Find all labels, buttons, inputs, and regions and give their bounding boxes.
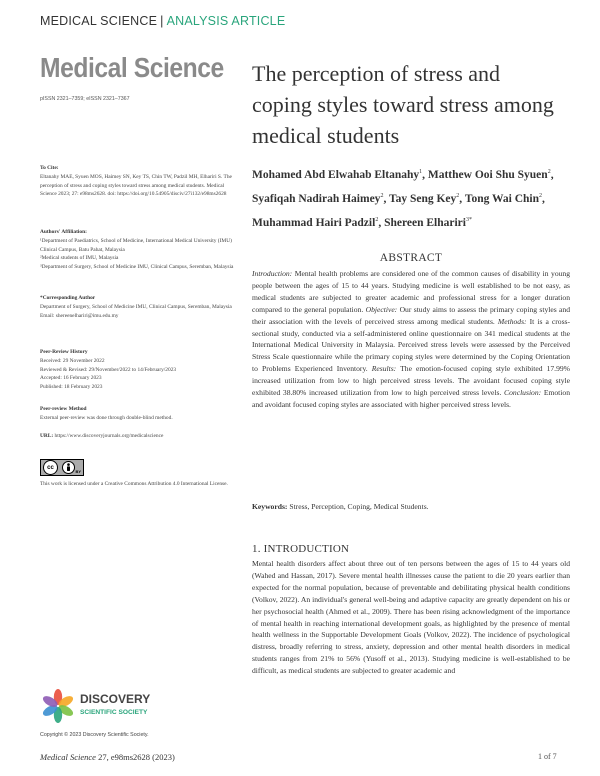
reviewed-date: Reviewed & Revised: 29/November/2022 to 14/February/2023 [40, 366, 177, 373]
by-label: BY [75, 469, 81, 474]
intro-text: Mental health problems are considered one of the common causes of disability in young people between the ages of 15 to 44 years. Studying medicine is well established to be not easy, as medical students are subjected to greater academic and professional stress for a longer duration compared to the general population. [252, 269, 571, 314]
logo-wordmark: DISCOVERY [80, 692, 151, 706]
section-label: MEDICAL SCIENCE [40, 14, 158, 28]
conclusion-text: Emotion and avoidant focused coping styles are associated with higher perceived stress levels. [252, 388, 570, 409]
author-list: Mohamed Abd Elwahab Eltanahy$^1$, Matthew Ooi Shu Syuen$^2$, Syafiqah Nadirah Haimey$^2$, Tay Seng Key$^2$, Tong Wai Chin$^2$, Muhammad Hairi Padzil$^2$, Shereen Elhariri$^{3*}$ [252, 168, 554, 229]
peer-method-text: External peer-review was done through double-blind method. [40, 414, 173, 421]
corresponding-address: Department of Surgery, School of Medicine IMU, Clinical Campus, Seremban, Malaysia [40, 303, 232, 310]
received-date: Received: 29 November 2022 [40, 357, 105, 364]
accepted-date: Accepted: 16 February 2023 [40, 375, 102, 382]
keywords-text: Stress, Perception, Coping, Medical Students. [289, 502, 429, 511]
history-heading: Peer-Review History [40, 349, 88, 355]
cc-icon: cc [43, 460, 58, 475]
corresponding-heading: *Corresponding Author [40, 295, 96, 301]
abstract-body [252, 268, 570, 411]
results-label: Results: [371, 364, 397, 374]
cite-heading: To Cite: [40, 165, 59, 171]
footer-volume: 27, e98ms2628 (2023) [98, 752, 175, 762]
page-number: 1 of 7 [538, 752, 557, 761]
license-text: This work is licensed under a Creative Commons Attribution 4.0 International License. [40, 481, 228, 487]
cc-license-badge[interactable] [40, 459, 84, 476]
cite-text: Eltanahy MAE, Syuen MOS, Haimey SN, Key TS, Chin TW, Padzil MH, Elhariri S. The perception of stress and coping styles toward stress among medical students. Medical Science 2023; 27: e98ms2628. doi: https://doi.org/10.54905/disciv/27i132/e98ms2628 [40, 173, 232, 198]
keywords-line [252, 502, 570, 511]
introduction-body: Mental health disorders affect about three out of ten persons between the ages of 15 to 44 years old (Wahed and Hassan, 2017). Severe mental health illnesses cause the patient to die 20 years earlier than expected for the normal population, because of preventable and debilitating physical health conditions (Volkov, 2022). An individual's general well-being and adaptive capacity are greatly dependent on his or her psychosocial health (Ahmed et al., 2009). There has been rising acknowledgment of the importance of mental health in reaching international development goals, as highlighted by the presence of mental health wellness in the Supportable Development Goals (Volkov, 2022). The incidence of psychological distress, broadly referring to stress, anxiety, depression and other mental health disorders in medical students ranges from 21% to 56% (Yusoff et al., 2013). Studying medicine is well-established to be difficult, as medical students are subjected to greater academic and [252, 559, 570, 676]
category-label: ANALYSIS ARTICLE [166, 14, 286, 28]
peer-review-history [40, 348, 235, 392]
peer-review-method [40, 405, 235, 423]
header-separator: | [160, 14, 164, 28]
copyright-notice: Copyright © 2023 Discovery Scientific Society. [40, 732, 149, 738]
affiliation-3: ³Department of Surgery, School of Medicine IMU, Clinical Campus, Seremban, Malaysia [40, 264, 234, 271]
section-header [40, 14, 285, 28]
corresponding-author-block [40, 294, 235, 320]
affiliation-heading: Authors' Affiliation: [40, 229, 87, 235]
footer-journal-name: Medical Science [40, 752, 96, 762]
intro-label: Introduction: [252, 269, 293, 278]
url-line [40, 432, 235, 441]
affiliation-block [40, 228, 235, 272]
article-title: The perception of stress and coping styles toward stress among medical students [252, 61, 554, 148]
objective-label: Objective: [365, 304, 398, 314]
footer-citation [40, 752, 175, 762]
methods-text: It is a cross-sectional study, conducted via a self-administered online questionnaire on 341 medical students at the International Medical University in Malaysia. Perceived stress levels were assessed by the Perceived Stress Scale questionnaire while the primary coping styles were determined by the Coping Orientation to Problems Experienced Inventory. [252, 316, 571, 374]
published-date: Published: 18 February 2023 [40, 384, 103, 391]
url-label: URL: [40, 433, 54, 439]
logo-subtitle: SCIENTIFIC SOCIETY [80, 709, 148, 716]
results-text: The emotion-focused coping style exhibited 17.99% increased utilization from low to high perceived stress levels. The avoidant focused coping style exhibited 38.80% increased utilization from low to high perceived stress levels. [252, 364, 571, 398]
journal-title: Medical Science [40, 52, 224, 83]
conclusion-label: Conclusion: [504, 388, 542, 398]
affiliation-2: ²Medical students of IMU, Malaysia [40, 255, 119, 262]
issn-line: pISSN 2321–7359; eISSN 2321–7367 [40, 96, 130, 102]
corresponding-email[interactable]: Email: shereenelhariri@imu.edu.my [40, 312, 119, 319]
introduction-heading: 1. INTRODUCTION [252, 543, 350, 555]
journal-url[interactable]: https://www.discoveryjournals.org/medicalscience [54, 433, 164, 439]
objective-text: Our study aims to assess the primary coping styles and their association with the levels of perceived stress among medical students. [252, 304, 571, 326]
affiliation-1: ¹Department of Paediatrics, School of Medicine, International Medical University (IMU) Clinical Campus, Batu Pahat, Malaysia [40, 237, 232, 253]
methods-label: Methods: [497, 316, 527, 326]
citation-block [40, 164, 235, 199]
keywords-label: Keywords: [252, 502, 288, 511]
peer-method-heading: Peer-review Method [40, 406, 87, 412]
abstract-heading: ABSTRACT [379, 252, 443, 264]
attribution-person-icon [62, 461, 75, 474]
